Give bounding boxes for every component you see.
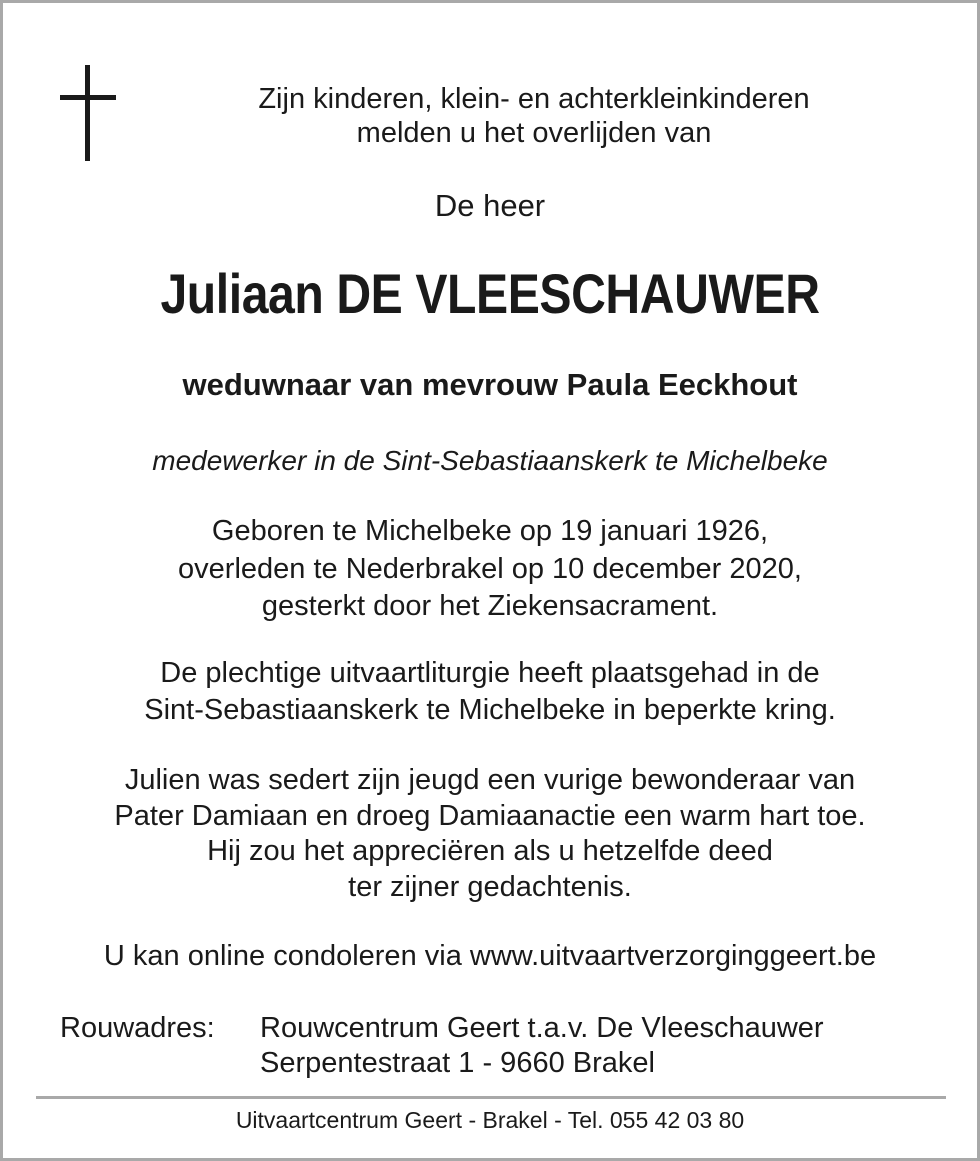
funeral-line-2: Sint-Sebastiaanskerk te Michelbeke in beperkte kring. bbox=[144, 694, 836, 726]
role-line: medewerker in de Sint-Sebastiaanskerk te Michelbeke bbox=[152, 445, 828, 476]
life-line-3: gesterkt door het Ziekensacrament. bbox=[261, 590, 719, 622]
divider bbox=[36, 1096, 946, 1099]
spouse-line: weduwnaar van mevrouw Paula Eeckhout bbox=[182, 367, 798, 402]
intro-line-1: Zijn kinderen, klein- en achterkleinkinderen bbox=[258, 83, 810, 115]
address-line-2: Serpentestraat 1 - 9660 Brakel bbox=[260, 1047, 655, 1079]
life-line-2: overleden te Nederbrakel op 10 december 2020, bbox=[178, 553, 802, 585]
footer-contact: Uitvaartcentrum Geert - Brakel - Tel. 055 42 03 80 bbox=[235, 1107, 745, 1133]
damiaan-line-3: Hij zou het appreciëren als u hetzelfde deed bbox=[207, 835, 773, 867]
damiaan-line-2: Pater Damiaan en droeg Damiaanactie een warm hart toe. bbox=[114, 800, 866, 832]
condolence-line: U kan online condoleren via www.uitvaartverzorginggeert.be bbox=[103, 940, 877, 972]
address-line-1: Rouwcentrum Geert t.a.v. De Vleeschauwer bbox=[260, 1012, 824, 1044]
address-label: Rouwadres: bbox=[60, 1012, 215, 1044]
funeral-line-1: De plechtige uitvaartliturgie heeft plaatsgehad in de bbox=[160, 657, 820, 689]
damiaan-line-1: Julien was sedert zijn jeugd een vurige bewonderaar van bbox=[124, 764, 856, 796]
life-line-1: Geboren te Michelbeke op 19 januari 1926, bbox=[211, 515, 769, 547]
damiaan-line-4: ter zijner gedachtenis. bbox=[348, 871, 632, 903]
intro-line-2: melden u het overlijden van bbox=[356, 117, 712, 149]
deceased-name: Juliaan DE VLEESCHAUWER bbox=[160, 262, 820, 325]
title-prefix: De heer bbox=[434, 188, 546, 223]
